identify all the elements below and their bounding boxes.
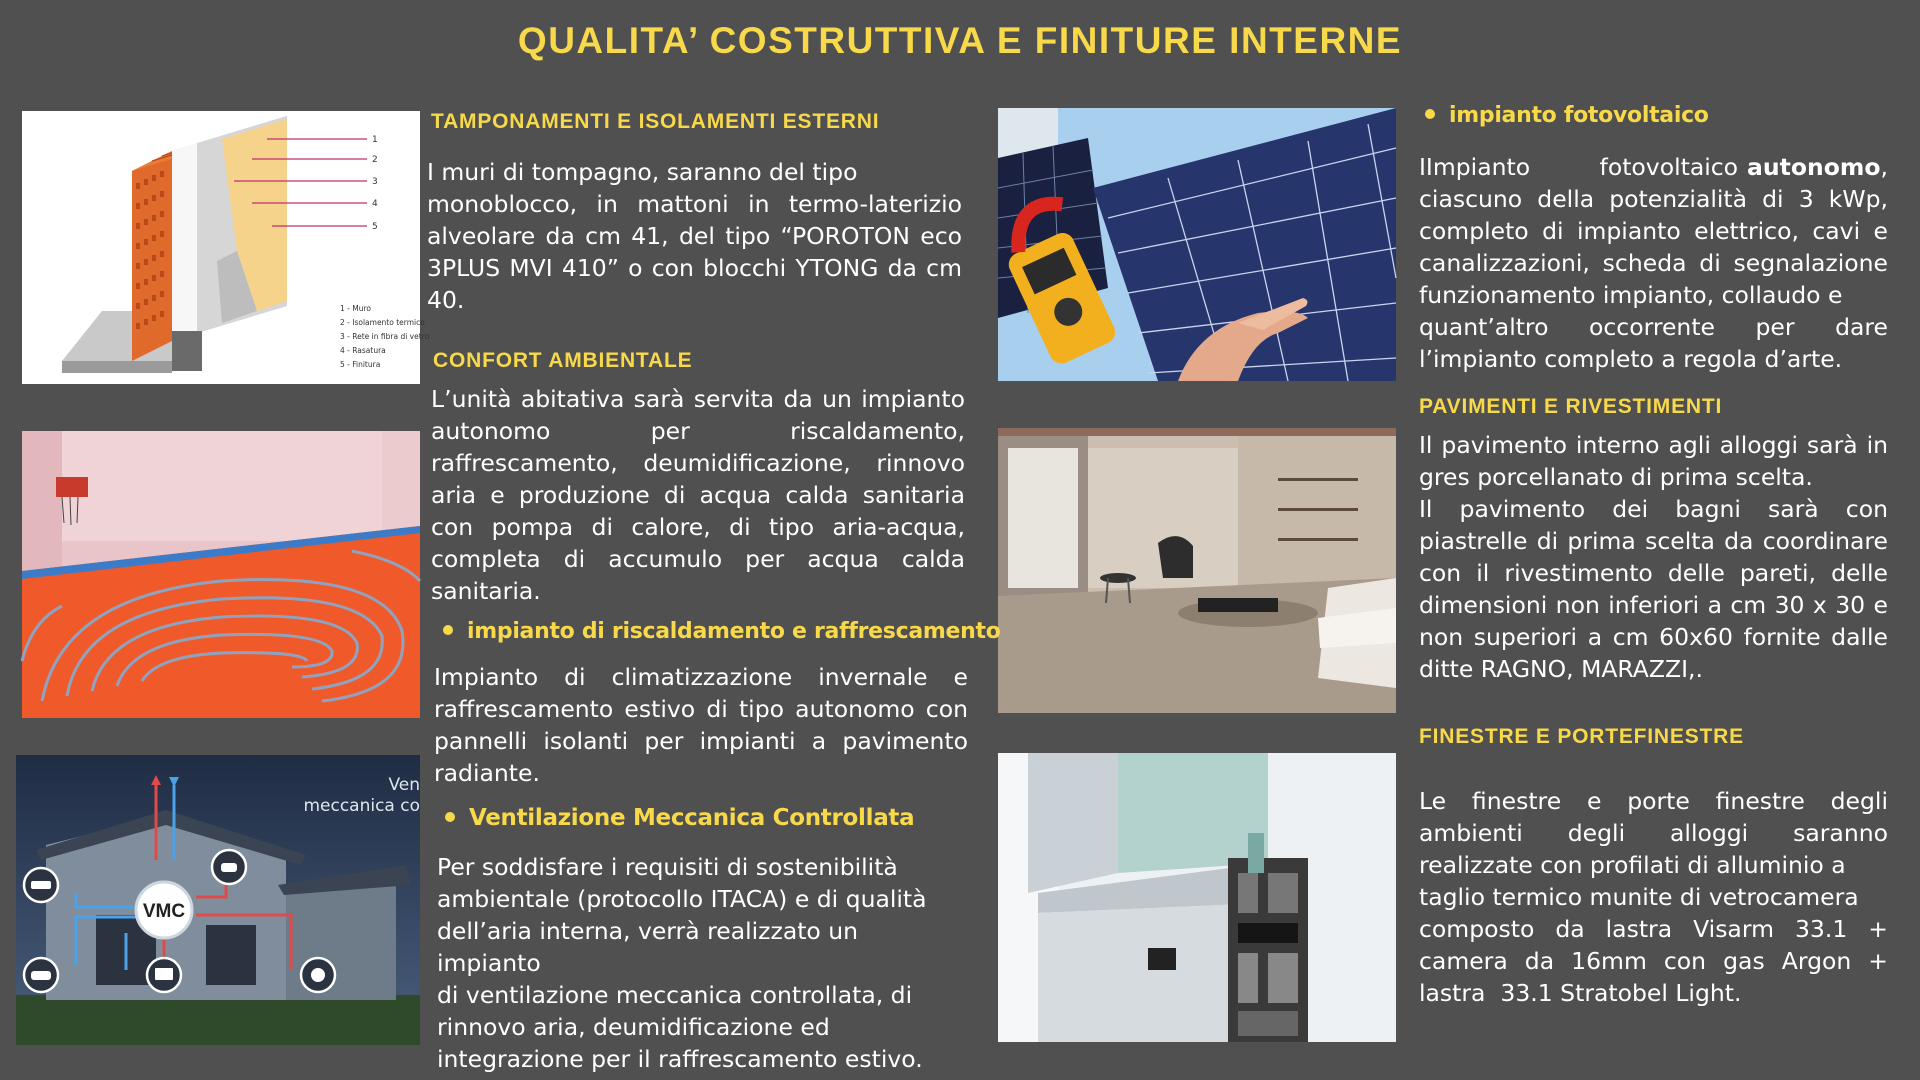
text-line: l’impianto completo a regola d’arte. bbox=[1419, 345, 1843, 373]
text-line: 3PLUS MVI 410” o con blocchi YTONG da cm bbox=[427, 254, 962, 282]
bullet-label: impianto di riscaldamento e raffrescamento bbox=[467, 619, 1001, 644]
text-line: gres porcellanato di prima scelta. bbox=[1419, 463, 1813, 491]
wall-section-image bbox=[22, 111, 430, 384]
text-line: Il pavimento interno agli alloggi sarà in bbox=[1419, 431, 1888, 459]
wall-legend-1: 1 - Muro bbox=[340, 304, 371, 313]
paragraph-tamponamenti bbox=[427, 156, 962, 316]
text-line: composto da lastra Visarm 33.1 + bbox=[1419, 915, 1888, 943]
window-profile-image bbox=[998, 753, 1396, 1042]
text-line: lastra 33.1 Stratobel Light. bbox=[1419, 979, 1742, 1007]
text-line: completo di impianto elettrico, cavi e bbox=[1419, 217, 1888, 245]
text-line: integrazione per il raffrescamento estivo. bbox=[437, 1045, 923, 1073]
bullet-label: impianto fotovoltaico bbox=[1449, 103, 1709, 128]
text-line: dimensioni non inferiori a cm 30 x 30 e bbox=[1419, 591, 1888, 619]
heading-finestre: FINESTRE E PORTEFINESTRE bbox=[1419, 725, 1744, 748]
bold-run: autonomo bbox=[1747, 153, 1881, 181]
text-line: Le finestre e porte finestre degli bbox=[1419, 787, 1888, 815]
vmc-diagram-image bbox=[16, 755, 420, 1045]
heading-tamponamenti: TAMPONAMENTI E ISOLAMENTI ESTERNI bbox=[431, 110, 880, 133]
paragraph-confort bbox=[431, 383, 965, 607]
wall-legend-4: 4 - Rasatura bbox=[340, 346, 386, 355]
paragraph-pavimenti bbox=[1419, 429, 1888, 685]
text-line: ditte RAGNO, MARAZZI,. bbox=[1419, 655, 1703, 683]
text-line: Per soddisfare i requisiti di sostenibilità bbox=[437, 853, 898, 881]
text-run: , bbox=[1880, 153, 1888, 181]
text-line: taglio termico munite di vetrocamera bbox=[1419, 883, 1859, 911]
text-line: ambienti degli alloggi saranno bbox=[1419, 819, 1888, 847]
underfloor-heating-image bbox=[22, 431, 420, 718]
wall-legend-3: 3 - Rete in fibra di vetro bbox=[340, 332, 430, 341]
text-line: pannelli isolanti per impianti a pavimento bbox=[434, 727, 968, 755]
text-line: rinnovo aria, deumidificazione ed bbox=[437, 1013, 830, 1041]
vmc-caption-line1: Ven bbox=[388, 775, 420, 795]
wall-callout-2: 2 bbox=[372, 155, 378, 165]
paragraph-riscaldamento bbox=[434, 661, 968, 789]
heading-pavimenti: PAVIMENTI E RIVESTIMENTI bbox=[1419, 395, 1723, 418]
paragraph-ventilazione bbox=[437, 851, 967, 1075]
text-line: ambientale (protocollo ITACA) e di qualità bbox=[437, 885, 927, 913]
text-line: con pompa di calore, di tipo aria-acqua, bbox=[431, 513, 965, 541]
bullet-fotovoltaico bbox=[1425, 103, 1709, 128]
text-line: radiante. bbox=[434, 759, 540, 787]
text-line: di ventilazione meccanica controllata, di bbox=[437, 981, 913, 1009]
text-line: completa di accumulo per acqua calda bbox=[431, 545, 965, 573]
vmc-caption-line2: meccanica co bbox=[303, 796, 420, 816]
text-line: dell’aria interna, verrà realizzato un impianto bbox=[437, 917, 859, 977]
living-room-image bbox=[998, 428, 1396, 713]
text-line: funzionamento impianto, collaudo e bbox=[1419, 281, 1843, 309]
solar-panel-image bbox=[998, 108, 1396, 381]
text-line: L’unità abitativa sarà servita da un impianto bbox=[431, 385, 965, 413]
wall-callout-4: 4 bbox=[372, 199, 378, 209]
text-line: sanitaria. bbox=[431, 577, 541, 605]
text-line: Il pavimento dei bagni sarà con bbox=[1419, 495, 1888, 523]
text-line: 40. bbox=[427, 286, 465, 314]
text-line: piastrelle di prima scelta da coordinare bbox=[1419, 527, 1888, 555]
text-line: quant’altro occorrente per dare bbox=[1419, 313, 1888, 341]
text-line: ciascuno della potenzialità di 3 kWp, bbox=[1419, 185, 1888, 213]
bullet-dot-icon bbox=[1425, 109, 1435, 119]
text-line: con il rivestimento delle pareti, delle bbox=[1419, 559, 1888, 587]
paragraph-finestre bbox=[1419, 785, 1888, 1009]
text-start bbox=[1419, 151, 1738, 183]
wall-legend-2: 2 - Isolamento termico bbox=[340, 318, 425, 327]
paragraph-fotovoltaico bbox=[1419, 151, 1888, 375]
text-line: Impianto di climatizzazione invernale e bbox=[434, 663, 968, 691]
bullet-label: Ventilazione Meccanica Controllata bbox=[469, 805, 915, 831]
text-line: non superiori a cm 60x60 fornite dalle bbox=[1419, 623, 1888, 651]
text-line: monoblocco, in mattoni in termo-laterizio bbox=[427, 190, 962, 218]
text-line: raffrescamento estivo di tipo autonomo con bbox=[434, 695, 968, 723]
text-emphasis bbox=[1747, 151, 1888, 183]
bullet-dot-icon bbox=[443, 625, 453, 635]
text-line: autonomo per riscaldamento, bbox=[431, 417, 965, 445]
heading-confort: CONFORT AMBIENTALE bbox=[433, 349, 693, 372]
vmc-badge-label: VMC bbox=[142, 901, 186, 922]
text-line: I muri di tompagno, saranno del tipo bbox=[427, 158, 858, 186]
text-line: canalizzazioni, scheda di segnalazione bbox=[1419, 249, 1888, 277]
wall-callout-1: 1 bbox=[372, 135, 378, 145]
text-line: raffrescamento, deumidificazione, rinnovo bbox=[431, 449, 965, 477]
text-line: realizzate con profilati di alluminio a bbox=[1419, 851, 1846, 879]
wall-callout-3: 3 bbox=[372, 177, 378, 187]
bullet-riscaldamento bbox=[443, 619, 1001, 644]
page-title: QUALITA’ COSTRUTTIVA E FINITURE INTERNE bbox=[517, 20, 1403, 61]
wall-callout-5: 5 bbox=[372, 222, 378, 232]
text-line: aria e produzione di acqua calda sanitaria bbox=[431, 481, 965, 509]
bullet-ventilazione bbox=[445, 805, 914, 831]
text-line: alveolare da cm 41, del tipo “POROTON eco bbox=[427, 222, 962, 250]
bullet-dot-icon bbox=[445, 812, 455, 822]
text-run: IImpianto fotovoltaico bbox=[1419, 153, 1739, 181]
text-line: camera da 16mm con gas Argon + bbox=[1419, 947, 1888, 975]
wall-legend-5: 5 - Finitura bbox=[340, 360, 381, 369]
text-line-first bbox=[1419, 151, 1888, 183]
